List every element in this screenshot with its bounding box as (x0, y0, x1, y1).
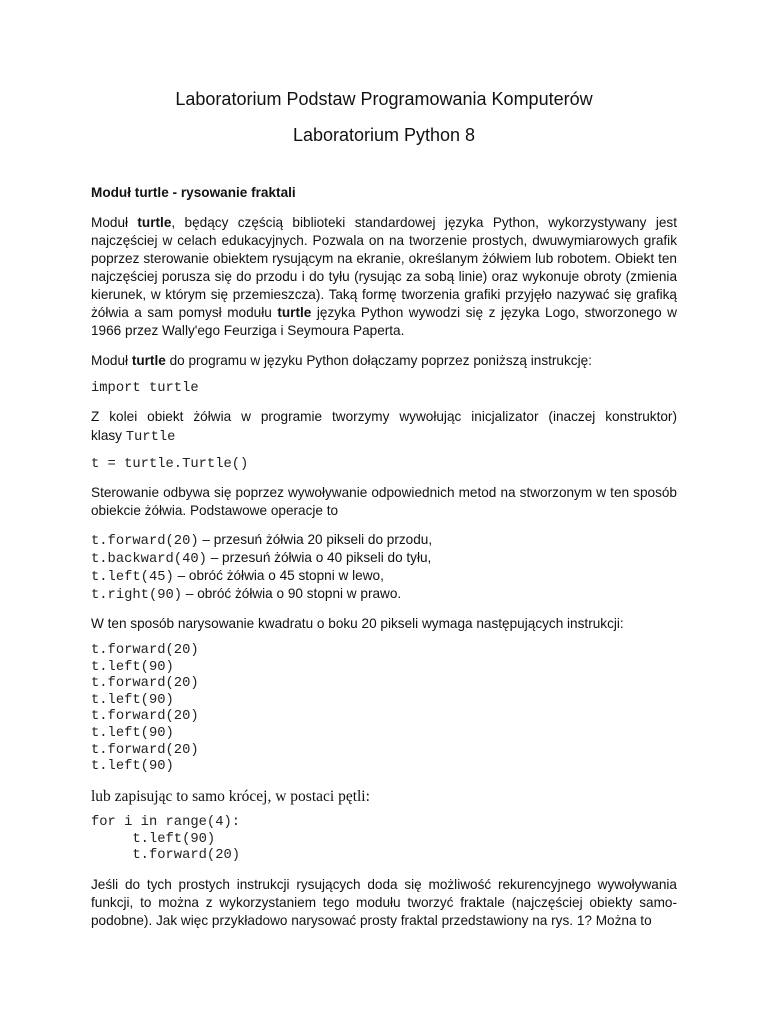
operation-line: t.left(45) – obróć żółwia o 45 stopni w lewo, (91, 568, 384, 585)
loop-code-block: for i in range(4): t.left(90) t.forward(20) (91, 815, 241, 864)
document-subtitle: Laboratorium Python 8 (292, 125, 476, 145)
constructor-paragraph-line1: Z kolei obiekt żółwia w programie tworzymy wywołując inicjalizator (inaczej konstruktor) (91, 409, 677, 424)
import-paragraph: Moduł turtle do programu w języku Python dołączamy poprzez poniższą instrukcję: (91, 353, 592, 368)
constructor-paragraph-line2: klasy Turtle (91, 428, 176, 445)
operation-line: t.backward(40) – przesuń żółwia o 40 pikseli do tyłu, (91, 550, 432, 567)
square-code-block: t.forward(20) t.left(90) t.forward(20) t.left(90) t.forward(20) t.left(90) t.forward(20) t.left(90) (91, 643, 199, 775)
document-title: Laboratorium Podstaw Programowania Komputerów (175, 89, 593, 109)
intro-paragraph: Moduł turtle, będący częścią biblioteki standardowej języka Python, wykorzystywany jest najczęściej w celach edukacyjnych. Pozwala on na tworzenie prostych, dwuwymiarowych grafik poprzez sterowanie obiektem rysującym na ekranie, określanym żółwiem lub robotem. Obiekt ten najczęściej porusza się do przodu i do tyłu (rysując za sobą linie) oraz wykonuje obroty (zmienia kierunek, w którym się przemieszcza). Taką formę tworzenia grafiki przyjęło nazywać się grafiką żółwia a sam pomysł modułu turtle języka Python wywodzi się z języka Logo, stworzonego w 1966 przez Wally'ego Feurziga i Seymoura Paperta. (91, 215, 677, 338)
operation-line: t.right(90) – obróć żółwia o 90 stopni w prawo. (91, 586, 402, 603)
fractal-paragraph: Jeśli do tych prostych instrukcji rysujących doda się możliwość rekurencyjnego wywoływania funkcji, to można z wykorzystaniem tego modułu tworzyć fraktale (najczęściej obiekty samo-podobne). Jak więc przykładowo narysować prosty fraktal przedstawiony na rys. 1? Można to (91, 877, 677, 928)
control-paragraph: Sterowanie odbywa się poprzez wywoływanie odpowiednich metod na stworzonym w ten sposób obiekcie żółwia. Podstawowe operacje to (91, 485, 677, 518)
loop-paragraph: lub zapisując to samo krócej, w postaci pętli: (91, 788, 370, 805)
operation-line: t.forward(20) – przesuń żółwia 20 pikseli do przodu, (91, 532, 433, 549)
square-paragraph: W ten sposób narysowanie kwadratu o boku 20 pikseli wymaga następujących instrukcji: (91, 616, 624, 631)
section-heading: Moduł turtle - rysowanie fraktali (91, 185, 296, 200)
import-code: import turtle (91, 381, 199, 396)
constructor-code: t = turtle.Turtle() (91, 457, 249, 472)
document-page (91, 0, 677, 1024)
